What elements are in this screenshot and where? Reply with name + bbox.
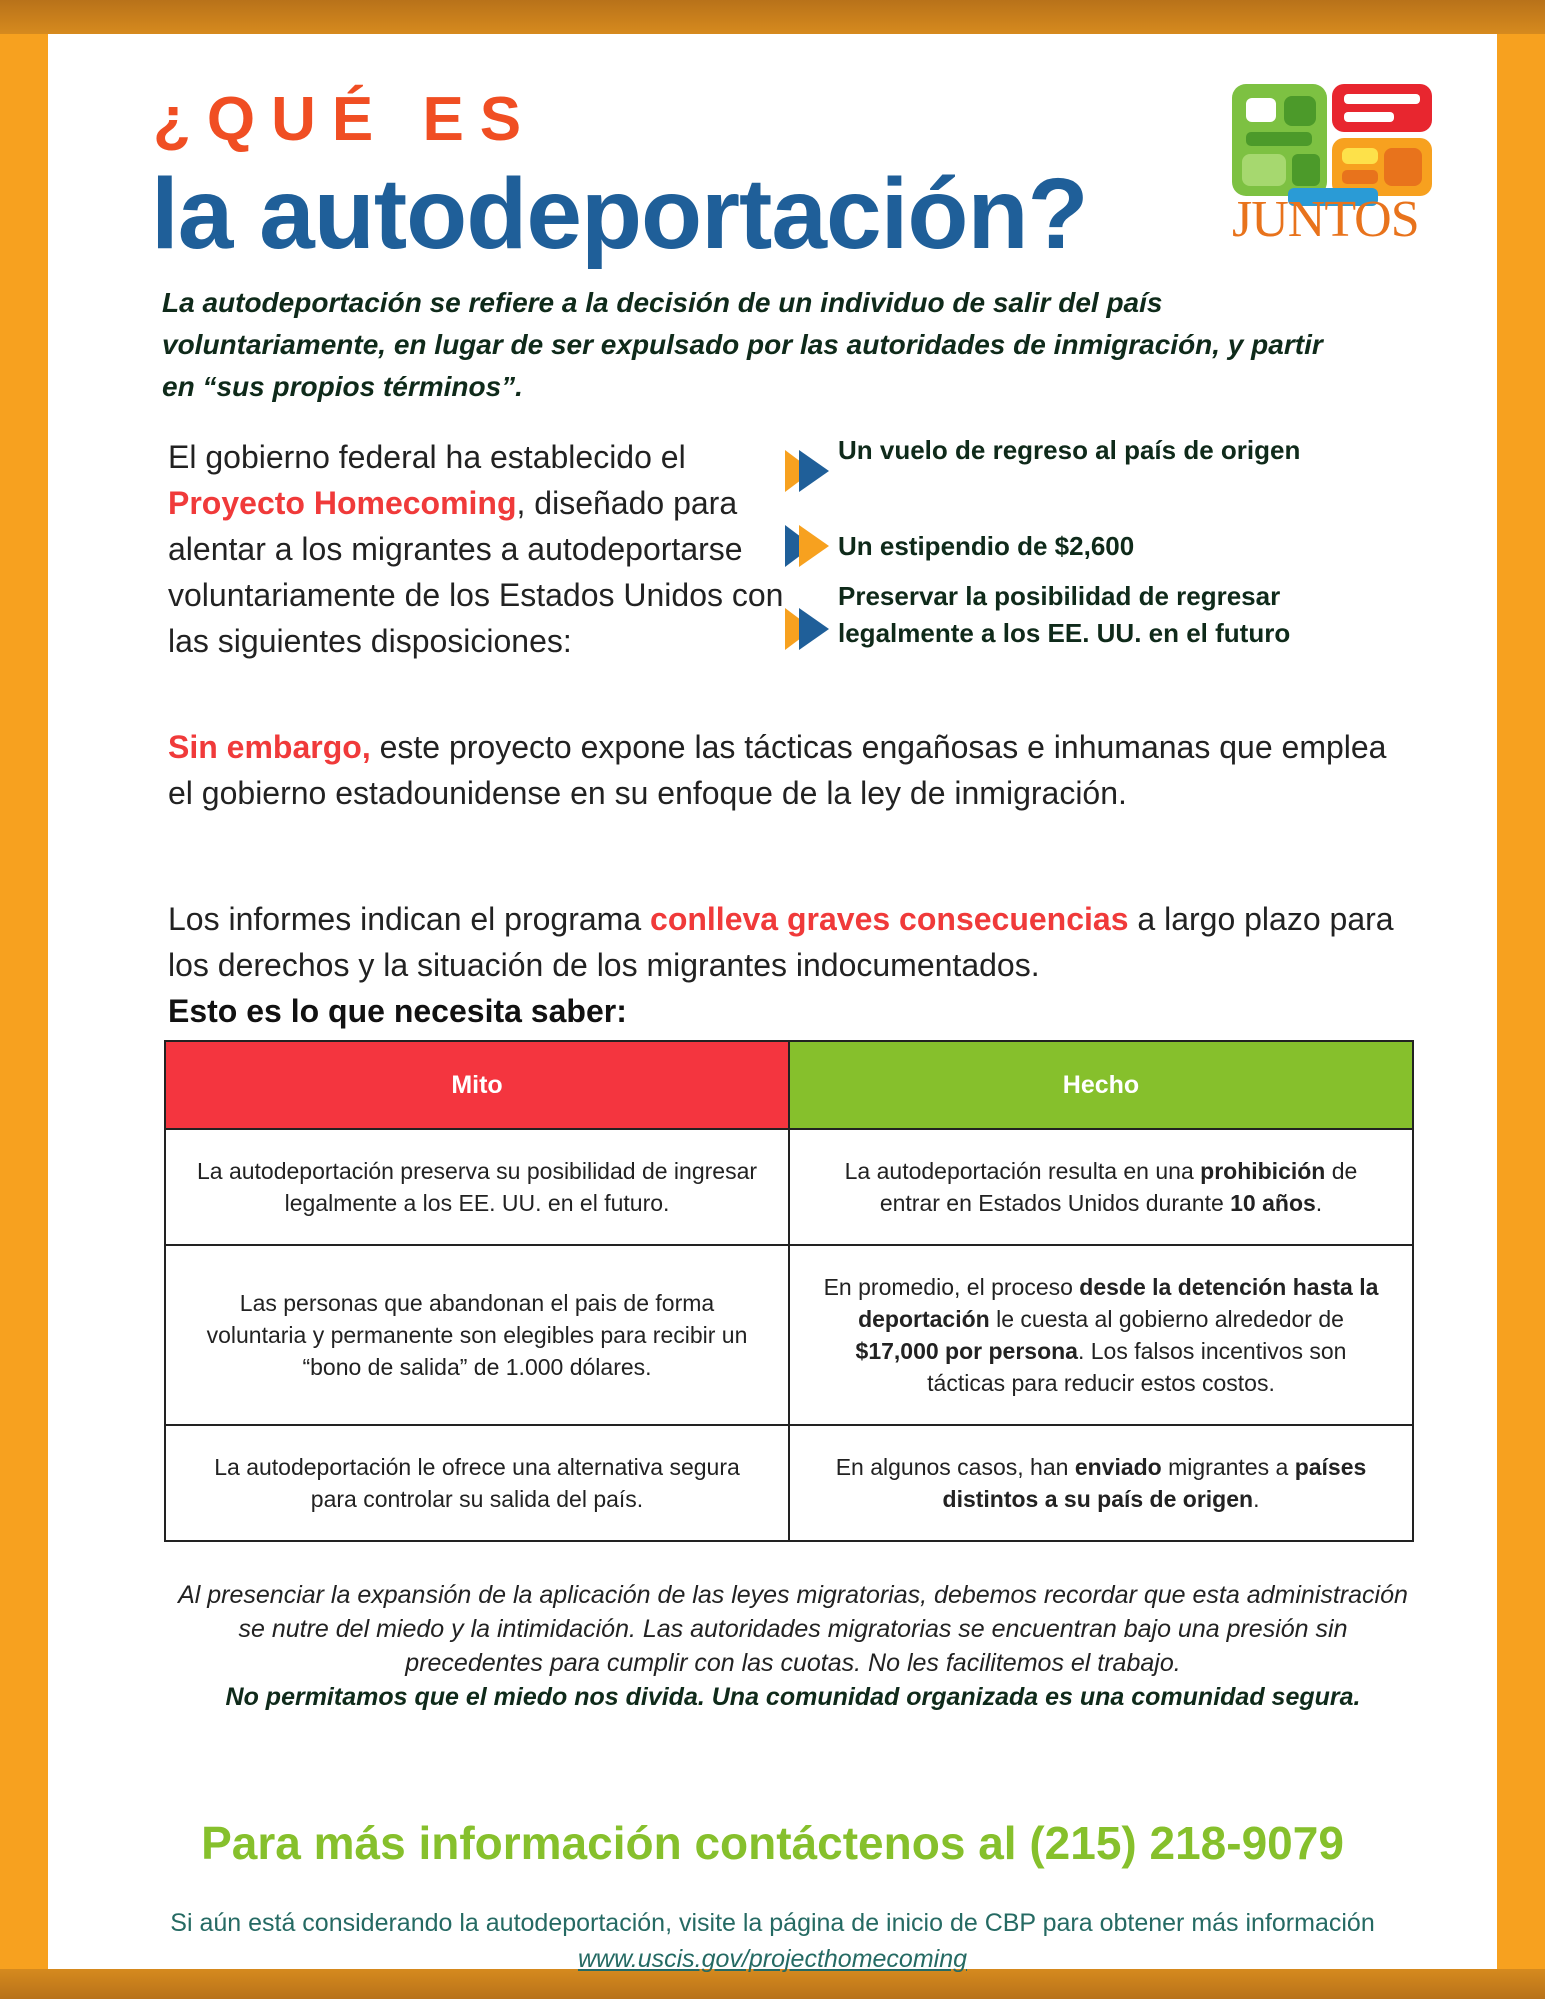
myth-cell: La autodeportación preserva su posibilidad de ingresar legalmente a los EE. UU. en el futuro. (165, 1129, 789, 1245)
table-row (165, 1425, 1413, 1541)
footer-note: Si aún está considerando la autodeportación, visite la página de inicio de CBP para obtener más información www.uscis.gov/projecthomecoming (170, 1909, 1375, 1973)
fact-cell: En promedio, el proceso desde la detención hasta la deportación le cuesta al gobierno alrededor de $17,000 por persona. Los falsos incentivos son tácticas para reducir estos costos. (789, 1245, 1413, 1425)
project-name-highlight: Proyecto Homecoming (168, 485, 517, 521)
however-highlight: Sin embargo, (168, 729, 371, 765)
arrow-bullet-icon (783, 446, 837, 496)
myth-column-header: Mito (165, 1041, 789, 1129)
top-border (0, 0, 1545, 34)
fact-cell: La autodeportación resulta en una prohibición de entrar en Estados Unidos durante 10 años. (789, 1129, 1413, 1245)
table-row (165, 1129, 1413, 1245)
juntos-logo-icon (1228, 78, 1438, 278)
project-paragraph: El gobierno federal ha establecido el Proyecto Homecoming, diseñado para alentar a los migrantes a autodeportarse voluntariamente de los Estados Unidos con las siguientes disposiciones: (168, 439, 784, 659)
provision-item: Un vuelo de regreso al país de origen (838, 435, 1301, 465)
myth-cell: La autodeportación le ofrece una alternativa segura para controlar su salida del país. (165, 1425, 789, 1541)
however-paragraph: Sin embargo, este proyecto expone las tácticas engañosas e inhumanas que emplea el gobierno estadounidense en su enfoque de la ley de inmigración. (168, 729, 1387, 811)
juntos-logo-wordmark: JUNTOS (1232, 191, 1419, 248)
need-to-know-heading: Esto es lo que necesita saber: (168, 993, 627, 1029)
provision-item: Preservar la posibilidad de regresar legalmente a los EE. UU. en el futuro (838, 581, 1291, 648)
fact-cell: En algunos casos, han enviado migrantes a países distintos a su país de origen. (789, 1425, 1413, 1541)
myth-fact-table (164, 1040, 1414, 1542)
flyer-page (48, 34, 1497, 1973)
arrow-bullet-icon (783, 521, 837, 571)
title-question-prefix: ¿QUÉ ES (153, 85, 538, 154)
table-row (165, 1245, 1413, 1425)
provision-item: Un estipendio de $2,600 (838, 531, 1135, 561)
myth-cell: Las personas que abandonan el pais de forma voluntaria y permanente son elegibles para recibir un “bono de salida” de 1.000 dólares. (165, 1245, 789, 1425)
contact-phone-line: Para más información contáctenos al (215) 218-9079 (201, 1817, 1344, 1869)
page-title: la autodeportación? (151, 158, 1088, 270)
closing-call-to-action: No permitamos que el miedo nos divida. Una comunidad organizada es una comunidad segura. (225, 1683, 1361, 1711)
reports-paragraph: Los informes indican el programa conlleva graves consecuencias a largo plazo para los derechos y la situación de los migrantes indocumentados. Esto es lo que necesita saber: (168, 901, 1394, 1029)
closing-statement: Al presenciar la expansión de la aplicación de las leyes migratorias, debemos recordar que esta administración se nutre del miedo y la intimidación. Las autoridades migratorias se encuentran bajo una presión sin precedentes para cumplir con las cuotas. No les facilitemos el trabajo. No permitamos que el miedo nos divida. Una comunidad organizada es una comunidad segura. (178, 1581, 1408, 1711)
consequences-highlight: conlleva graves consecuencias (650, 901, 1129, 937)
definition-intro: La autodeportación se refiere a la decisión de un individuo de salir del país voluntariamente, en lugar de ser expulsado por las autoridades de inmigración, y partir en “sus propios términos”. (162, 287, 1323, 402)
arrow-bullet-icon (783, 604, 837, 654)
uscis-link[interactable]: www.uscis.gov/projecthomecoming (577, 1945, 968, 1973)
fact-column-header: Hecho (789, 1041, 1413, 1129)
